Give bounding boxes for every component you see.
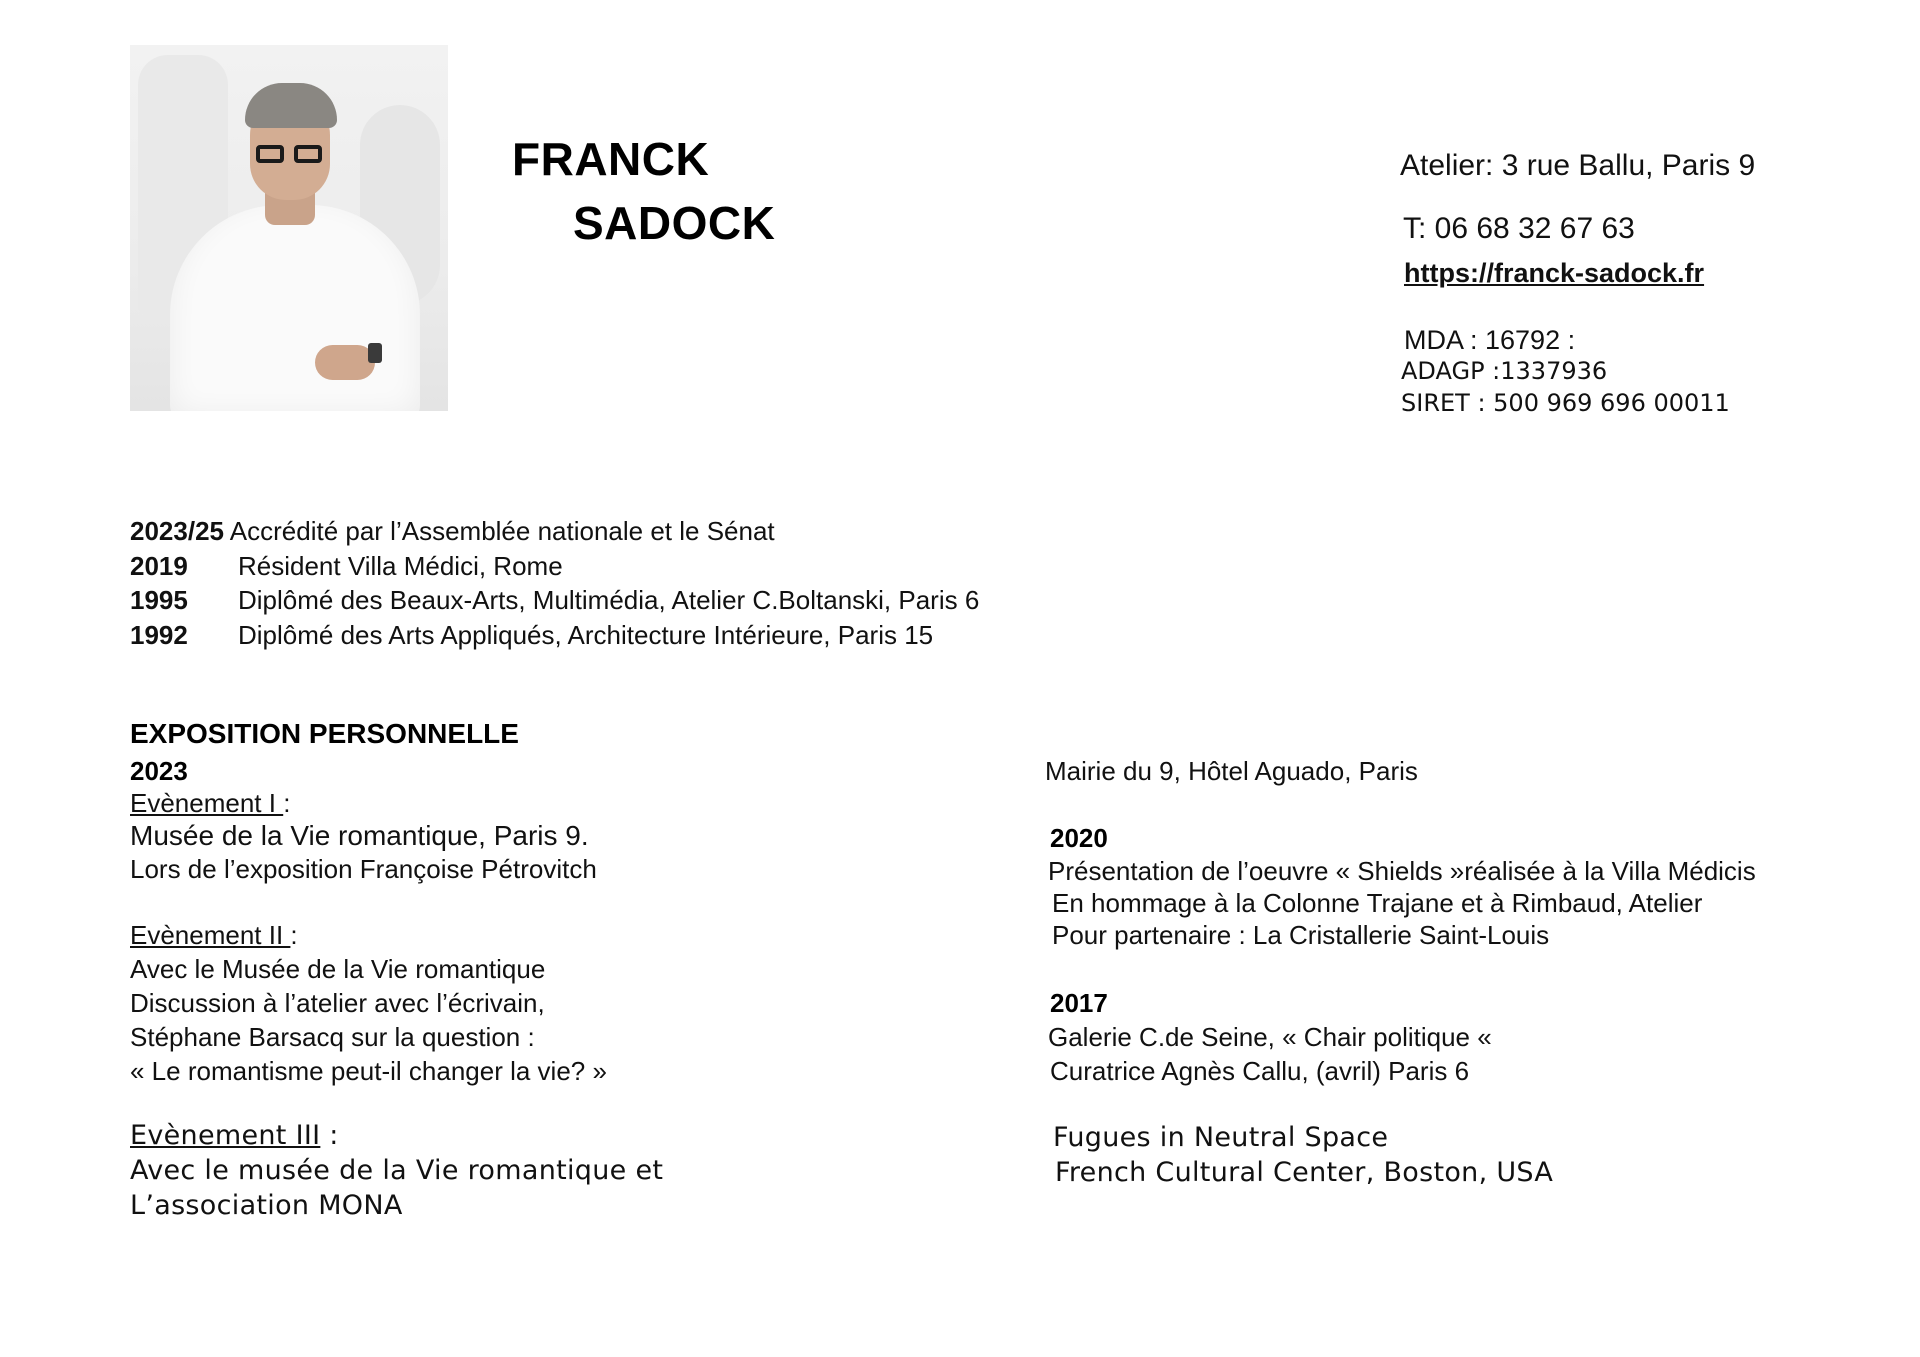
timeline-year: 2023/25 [130, 516, 224, 546]
timeline-year: 1995 [130, 585, 188, 615]
mda-number: MDA : 16792 : [1404, 325, 1576, 355]
first-name: FRANCK [512, 133, 710, 185]
event2-line: Discussion à l’atelier avec l’écrivain, [130, 988, 545, 1018]
timeline-row [130, 620, 188, 651]
timeline-text: Accrédité par l’Assemblée nationale et le Sénat [229, 516, 775, 546]
event2-line: « Le romantisme peut-il changer la vie? » [130, 1056, 607, 1086]
event3-line: Avec le musée de la Vie romantique et [130, 1155, 664, 1186]
last-name: SADOCK [573, 197, 776, 249]
exhibition-2020-line: Pour partenaire : La Cristallerie Saint-Louis [1052, 920, 1550, 950]
timeline-year: 2019 [130, 551, 188, 581]
phone-number: T: 06 68 32 67 63 [1403, 212, 1635, 245]
timeline-text: Résident Villa Médici, Rome [238, 551, 563, 581]
timeline-row [130, 585, 188, 616]
exhibition-2023-venue: Mairie du 9, Hôtel Aguado, Paris [1045, 756, 1418, 786]
section-heading: EXPOSITION PERSONNELLE [130, 718, 519, 749]
event1-label: Evènement I : [130, 788, 291, 818]
year-2023: 2023 [130, 756, 188, 786]
year-2020: 2020 [1050, 823, 1108, 853]
timeline-text: Diplômé des Arts Appliqués, Architecture Intérieure, Paris 15 [238, 620, 934, 650]
website-link[interactable]: https://franck-sadock.fr [1404, 258, 1705, 288]
event2-line: Stéphane Barsacq sur la question : [130, 1022, 535, 1052]
event3-label: Evènement III : [130, 1120, 339, 1151]
exhibition-2017-line: Curatrice Agnès Callu, (avril) Paris 6 [1050, 1056, 1470, 1086]
timeline-year: 1992 [130, 620, 188, 650]
timeline-row [130, 551, 188, 582]
portrait-photo [130, 45, 448, 411]
exhibition-fugues-line: Fugues in Neutral Space [1053, 1122, 1389, 1153]
year-2017: 2017 [1050, 988, 1108, 1018]
exhibition-2017-line: Galerie C.de Seine, « Chair politique « [1048, 1022, 1492, 1052]
siret-number: SIRET : 500 969 696 00011 [1401, 389, 1730, 417]
exhibition-fugues-line: French Cultural Center, Boston, USA [1055, 1157, 1554, 1188]
timeline-row [130, 516, 775, 547]
exhibition-2020-line: En hommage à la Colonne Trajane et à Rimbaud, Atelier [1052, 888, 1703, 918]
atelier-address: Atelier: 3 rue Ballu, Paris 9 [1400, 149, 1756, 182]
event2-line: Avec le Musée de la Vie romantique [130, 954, 546, 984]
event1-line: Lors de l’exposition Françoise Pétrovitch [130, 854, 597, 884]
event3-line: L’association MONA [130, 1190, 403, 1221]
exhibition-2020-line: Présentation de l’oeuvre « Shields »réalisée à la Villa Médicis [1048, 856, 1756, 886]
adagp-number: ADAGP :1337936 [1401, 357, 1608, 385]
event1-line: Musée de la Vie romantique, Paris 9. [130, 820, 589, 851]
timeline-text: Diplômé des Beaux-Arts, Multimédia, Atelier C.Boltanski, Paris 6 [238, 585, 980, 615]
event2-label: Evènement II : [130, 920, 298, 950]
